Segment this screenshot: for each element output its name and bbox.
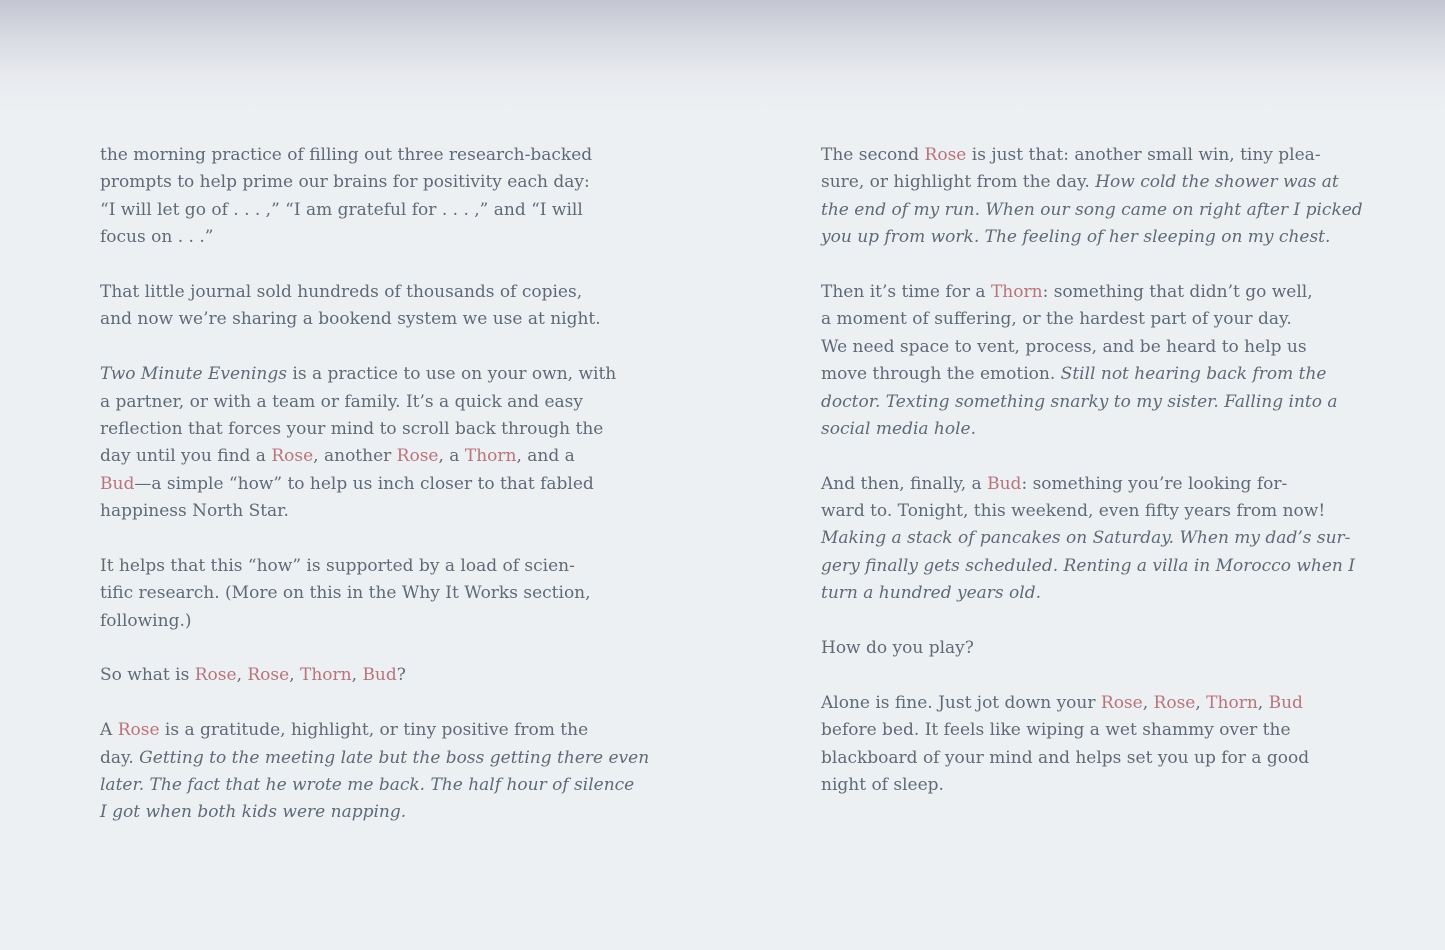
term-bud: Bud <box>1268 692 1303 713</box>
text-line: We need space to vent, process, and be heard to help us <box>821 336 1307 357</box>
text-line: focus on . . .” <box>100 227 214 248</box>
book-title: Two Minute Evenings <box>100 364 287 385</box>
example-text: the end of my run. When our song came on right after I picked <box>821 199 1363 220</box>
text-line <box>821 169 1381 196</box>
example-text: doctor. Texting something snarky to my sister. Falling into a <box>821 391 1338 412</box>
text-run: day until you find a <box>100 446 272 467</box>
term-thorn: Thorn <box>464 446 517 467</box>
text-run: is just that: another small win, tiny plea- <box>966 145 1321 165</box>
text-run: Then it’s time for a <box>821 281 991 302</box>
paragraph-second-rose <box>821 142 1381 252</box>
text-line <box>821 690 1381 717</box>
text-line: ward to. Tonight, this weekend, even fifty years from now! <box>821 501 1326 522</box>
text-line <box>821 142 1381 169</box>
text-run: , <box>1142 692 1154 713</box>
term-bud: Bud <box>987 473 1022 494</box>
text-line: and now we’re sharing a bookend system we use at night. <box>100 309 601 330</box>
text-line: blackboard of your mind and helps set you up for a good <box>821 747 1310 768</box>
text-line: “I will let go of . . . ,” “I am grateful for . . . ,” and “I will <box>100 199 583 220</box>
text-run: —a simple “how” to help us inch closer to that fabled <box>134 473 594 494</box>
text-run: : something you’re looking for- <box>1021 473 1288 494</box>
term-rose: Rose <box>271 446 314 467</box>
term-rose: Rose <box>1100 692 1143 713</box>
text-run: , <box>351 665 363 686</box>
text-run: And then, finally, a <box>821 473 988 494</box>
text-run: move through the emotion. <box>821 364 1061 385</box>
text-run: is a practice to use on your own, with <box>286 364 617 385</box>
text-line: happiness North Star. <box>100 501 289 522</box>
text-run: So what is <box>100 665 195 686</box>
text-run: The second <box>821 145 925 165</box>
paragraph-bud-definition <box>821 471 1381 608</box>
paragraph-how-to-play <box>821 635 1381 662</box>
text-line <box>100 662 660 689</box>
text-run: , <box>1257 692 1269 713</box>
text-line: How do you play? <box>821 638 974 659</box>
text-run: , <box>236 665 248 686</box>
paragraph-rose-definition <box>100 717 660 827</box>
example-text: you up from work. The feeling of her sleeping on my chest. <box>821 227 1331 248</box>
text-line: prompts to help prime our brains for positivity each day: <box>100 172 590 193</box>
left-page-column <box>100 142 660 854</box>
term-rose: Rose <box>117 720 160 741</box>
term-thorn: Thorn <box>990 281 1043 302</box>
text-run: , and a <box>516 446 575 467</box>
text-line <box>100 443 660 470</box>
term-rose: Rose <box>924 145 967 165</box>
text-line: the morning practice of filling out three research-backed <box>100 145 593 165</box>
term-rose: Rose <box>194 665 237 686</box>
example-text: Making a stack of pancakes on Saturday. When my dad’s sur- <box>821 528 1351 549</box>
example-text: gery finally gets scheduled. Renting a villa in Morocco when I <box>821 555 1355 576</box>
text-line: reflection that forces your mind to scroll back through the <box>100 418 604 439</box>
term-rose: Rose <box>396 446 439 467</box>
text-run: , another <box>313 446 397 467</box>
text-line <box>821 361 1381 388</box>
text-run: sure, or highlight from the day. <box>821 172 1096 193</box>
right-page-column <box>821 142 1381 827</box>
paragraph-thorn-definition <box>821 279 1381 443</box>
term-bud: Bud <box>100 473 135 494</box>
term-thorn: Thorn <box>1206 692 1258 713</box>
term-rose: Rose <box>247 665 290 686</box>
example-text: turn a hundred years old. <box>821 583 1042 604</box>
text-line: It helps that this “how” is supported by a load of scien- <box>100 555 575 576</box>
text-line: tific research. (More on this in the Why It Works section, <box>100 583 591 604</box>
text-line <box>100 745 660 772</box>
example-text: I got when both kids were napping. <box>100 802 407 823</box>
text-line: a moment of suffering, or the hardest part of your day. <box>821 309 1292 330</box>
paragraph-journal-sold <box>100 279 660 334</box>
text-line: before bed. It feels like wiping a wet shammy over the <box>821 720 1291 741</box>
text-line: night of sleep. <box>821 774 944 795</box>
text-run: A <box>100 720 118 741</box>
text-run: , <box>289 665 301 686</box>
text-line: following.) <box>100 610 192 631</box>
example-text: How cold the shower was at <box>1095 172 1339 193</box>
text-line <box>100 471 660 498</box>
paragraph-scientific-research <box>100 553 660 635</box>
term-thorn: Thorn <box>300 665 352 686</box>
paragraph-morning-practice <box>100 142 660 252</box>
text-line: That little journal sold hundreds of thousands of copies, <box>100 281 583 302</box>
text-line <box>100 361 660 388</box>
example-text: later. The fact that he wrote me back. The half hour of silence <box>100 774 635 795</box>
text-line: a partner, or with a team or family. It’s a quick and easy <box>100 391 583 412</box>
text-run: : something that didn’t go well, <box>1042 281 1313 302</box>
text-run: , <box>1195 692 1207 713</box>
term-rose: Rose <box>1153 692 1196 713</box>
text-line <box>100 717 660 744</box>
example-text: Still not hearing back from the <box>1060 364 1327 385</box>
text-run: Alone is fine. Just jot down your <box>821 692 1101 713</box>
paragraph-what-is <box>100 662 660 689</box>
paragraph-alone-is-fine <box>821 690 1381 800</box>
term-bud: Bud <box>362 665 397 686</box>
text-run: ? <box>396 665 406 686</box>
paragraph-two-minute-evenings <box>100 361 660 525</box>
text-run: , a <box>438 446 465 467</box>
text-line <box>821 471 1381 498</box>
text-run: is a gratitude, highlight, or tiny positive from the <box>159 720 589 741</box>
page-top-shadow <box>0 0 1445 110</box>
example-text: social media hole. <box>821 418 977 439</box>
example-text: Getting to the meeting late but the boss getting there even <box>139 747 650 768</box>
text-line <box>821 279 1381 306</box>
text-run: day. <box>100 747 140 768</box>
